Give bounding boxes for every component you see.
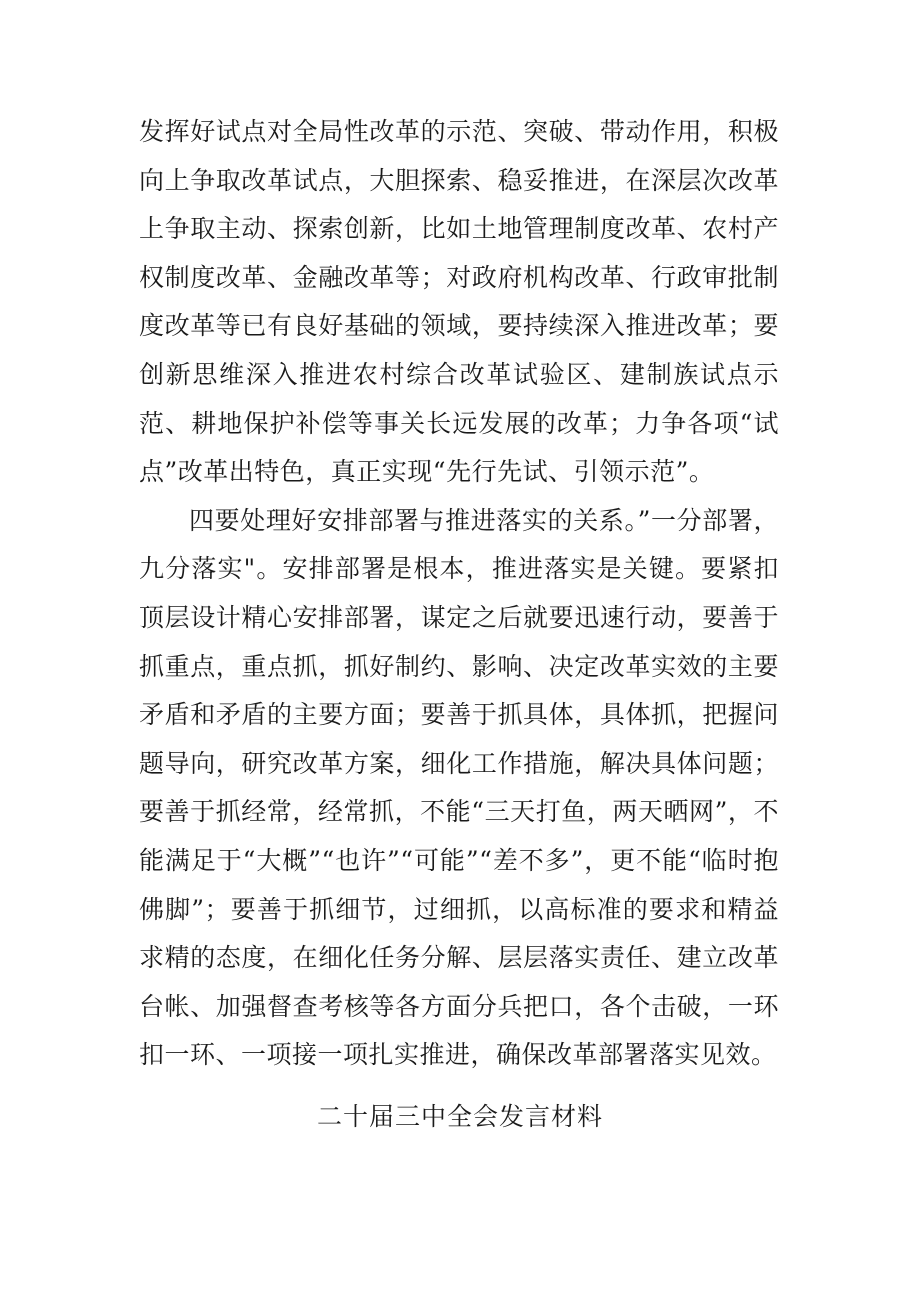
document-title: 二十届三中全会发言材料 [316, 1102, 603, 1131]
paragraph-point-four: 四要处理好安排部署与推进落实的关系。”一分部署，九分落实"。安排部署是根本，推进落实是关键。要紧扣顶层设计精心安排部署，谋定之后就要迅速行动，要善于抓重点，重点抓，抓好制约、影响、决定改革实效的主要矛盾和矛盾的主要方面；要善于抓具体，具体抓，把握问题导向，研究改革方案，细化工作措施，解决具体问题；要善于抓经常，经常抓，不能“三天打鱼，两天晒网”，不能满足于“大概”“也许”“可能”“差不多”，更不能“临时抱佛脚”；要善于抓细节，过细抓，以高标准的要求和精益求精的态度，在细化任务分解、层层落实责任、建立改革台帐、加强督查考核等各方面分兵把口，各个击破，一环扣一环、一项接一项扎实推进，确保改革部署落实见效。 [139, 505, 779, 1070]
paragraph-continuation: 发挥好试点对全局性改革的示范、突破、带动作用，积极向上争取改革试点，大胆探索、稳妥推进，在深层次改革上争取主动、探索创新，比如土地管理制度改革、农村产权制度改革、金融改革等；对政府机构改革、行政审批制度改革等已有良好基础的领域，要持续深入推进改革；要创新思维深入推进农村综合改革试验区、建制族试点示范、耕地保护补偿等事关长远发展的改革；力争各项“试点”改革出特色，真正实现“先行先试、引领示范”。 [139, 117, 779, 487]
document-body [139, 108, 779, 1080]
